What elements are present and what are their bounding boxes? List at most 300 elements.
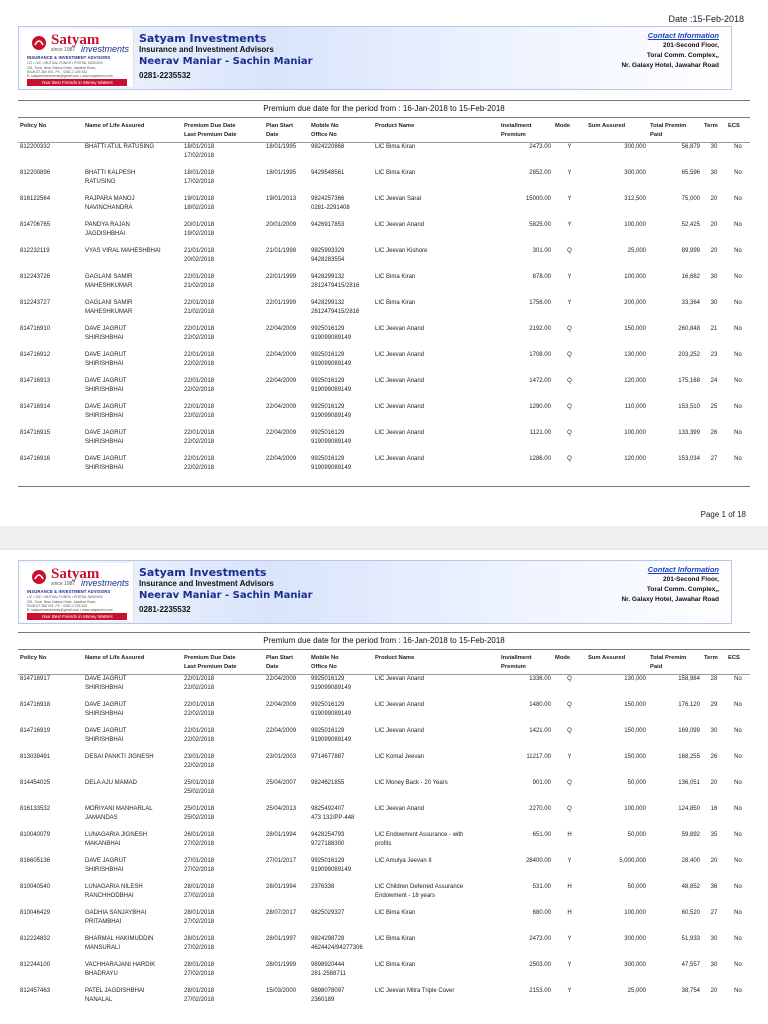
plan-start-date: 28/01/1997	[266, 936, 297, 942]
sum-assured: 150,000	[624, 754, 646, 760]
premium-dates-line-1: 25/01/2018	[184, 806, 215, 812]
total-premium-paid: 48,852	[681, 884, 700, 890]
payment-mode: Q	[567, 430, 572, 436]
logo-address-3: E: satyaminvestments@gmail.com • www.satyaminv.com	[27, 608, 113, 612]
policy-term: 16	[710, 806, 718, 812]
satyam-logo	[21, 563, 134, 621]
total-premium-paid-cell	[648, 935, 702, 961]
product-name-line-1: LIC Money Back - 20 Years	[375, 780, 448, 786]
premium-dates-line-1: 25/01/2018	[184, 780, 215, 786]
life-assured-name-cell	[83, 883, 182, 909]
life-assured-name-cell	[83, 403, 182, 429]
total-premium-paid-cell	[648, 299, 702, 325]
logo-since: since 1987	[51, 581, 76, 587]
premium-dates-line-1: 22/01/2018	[184, 326, 215, 332]
policy-term: 27	[710, 910, 718, 916]
total-premium-paid-cell	[648, 403, 702, 429]
ecs-flag: No	[734, 910, 742, 916]
policy-term-cell	[702, 455, 726, 481]
policy-number: 814716918	[20, 702, 51, 708]
life-assured-name-line-2: NAVINCHANDRA	[85, 205, 133, 211]
sum-assured: 150,000	[624, 702, 646, 708]
product-name-cell	[373, 221, 499, 247]
total-premium-paid: 175,168	[678, 378, 700, 384]
policy-number: 814716916	[20, 456, 51, 462]
table-row	[18, 987, 750, 1013]
plan-start-date-cell	[264, 831, 309, 857]
life-assured-name-line-1: GAGLANI SAMIR	[85, 300, 133, 306]
plan-start-date: 22/04/2009	[266, 352, 297, 358]
premium-dates-cell	[182, 273, 264, 299]
installment-premium: 1472.00	[529, 378, 551, 384]
payment-mode-cell	[553, 143, 586, 170]
policy-number-cell	[18, 247, 83, 273]
table-header	[18, 122, 750, 143]
contact-numbers-cell	[309, 675, 373, 702]
life-assured-name-cell	[83, 273, 182, 299]
life-assured-name-line-1: BHATTI ATUL RATUSING	[85, 144, 155, 150]
sum-assured: 150,000	[624, 326, 646, 332]
contact-numbers-line-2: 919099089149	[311, 387, 352, 393]
col-mobile-label-1: Mobile No	[311, 655, 339, 661]
plan-start-date: 22/01/1999	[266, 274, 297, 280]
life-assured-name-line-2: SHIRISHBHAI	[85, 413, 124, 419]
payment-mode: Y	[567, 754, 572, 760]
plan-start-date-cell	[264, 779, 309, 805]
plan-start-date-cell	[264, 273, 309, 299]
installment-premium-cell	[499, 299, 553, 325]
total-premium-paid-cell	[648, 857, 702, 883]
table-row	[18, 909, 750, 935]
policy-number-cell	[18, 961, 83, 987]
contact-numbers-line-1: 9925016129	[311, 858, 345, 864]
premium-dates-cell	[182, 961, 264, 987]
life-assured-name-line-1: DAVE JAGRUT	[85, 456, 127, 462]
plan-start-date-cell	[264, 883, 309, 909]
col-installment-label-1: Installment	[501, 655, 532, 661]
col-mobile-label-2: Office No	[311, 664, 337, 670]
premium-dates-line-2: 27/02/2018	[184, 919, 215, 925]
product-name-cell	[373, 377, 499, 403]
policy-term-cell	[702, 325, 726, 351]
contact-numbers-cell	[309, 169, 373, 195]
ecs-flag: No	[734, 884, 742, 890]
life-assured-name-line-1: DAVE JAGRUT	[85, 326, 127, 332]
installment-premium-cell	[499, 247, 553, 273]
total-premium-paid: 38,754	[681, 988, 700, 994]
col-plan-start-header	[264, 654, 309, 675]
life-assured-name-line-1: MORIYANI MANHARLAL	[85, 806, 153, 812]
contact-numbers-line-1: 9898920444	[311, 962, 345, 968]
col-installment-header	[499, 122, 553, 143]
sum-assured-cell	[586, 805, 648, 831]
sum-assured: 120,000	[624, 378, 646, 384]
policy-term-cell	[702, 779, 726, 805]
firm-subtitle: Insurance and Investment Advisors	[139, 579, 274, 588]
col-mobile-label-2: Office No	[311, 132, 337, 138]
policy-term: 30	[710, 936, 718, 942]
installment-premium: 2192.00	[529, 326, 551, 332]
premium-dates-cell	[182, 247, 264, 273]
contact-numbers-line-1: 9426917853	[311, 222, 345, 228]
product-name-line-1: LIC Jeevan Anand	[375, 430, 425, 436]
premium-dates-line-2: 27/02/2018	[184, 867, 215, 873]
report-date: Date :15-Feb-2018	[668, 14, 744, 24]
product-name-line-1: LIC Jeevan Kishore	[375, 248, 428, 254]
sum-assured: 300,000	[624, 170, 646, 176]
product-name-line-1: LIC Jeevan Anand	[375, 728, 425, 734]
contact-numbers-line-1: 9925016129	[311, 728, 345, 734]
product-name-cell	[373, 753, 499, 779]
life-assured-name-line-1: PANDYA RAJAN	[85, 222, 130, 228]
col-plan-start-label-2: Date	[266, 132, 279, 138]
contact-numbers-cell	[309, 857, 373, 883]
policy-term: 26	[710, 430, 718, 436]
sum-assured-cell	[586, 273, 648, 299]
life-assured-name-line-2: JAMANDAS	[85, 815, 118, 821]
policy-number: 812457463	[20, 988, 51, 994]
sum-assured-cell	[586, 857, 648, 883]
life-assured-name-line-1: VYAS VIRAL MAHESHBHAI	[85, 248, 161, 254]
policy-number-cell	[18, 403, 83, 429]
sum-assured-cell	[586, 299, 648, 325]
sum-assured: 100,000	[624, 806, 646, 812]
contact-numbers-cell	[309, 403, 373, 429]
premium-dates-line-2: 22/02/2018	[184, 737, 215, 743]
product-name-cell	[373, 325, 499, 351]
installment-premium: 5825.00	[529, 222, 551, 228]
total-premium-paid-cell	[648, 675, 702, 702]
sum-assured-cell	[586, 779, 648, 805]
col-name-header	[83, 122, 182, 143]
policy-term-cell	[702, 351, 726, 377]
product-name-cell	[373, 831, 499, 857]
life-assured-name-cell	[83, 727, 182, 753]
total-premium-paid: 28,400	[681, 858, 700, 864]
premium-dates-line-1: 28/01/2018	[184, 936, 215, 942]
product-name-cell	[373, 727, 499, 753]
policy-term: 28	[710, 676, 718, 682]
life-assured-name-cell	[83, 935, 182, 961]
col-mode-header	[553, 654, 586, 675]
life-assured-name-line-1: DAVE JAGRUT	[85, 858, 127, 864]
total-premium-paid: 89,999	[681, 248, 700, 254]
payment-mode-cell	[553, 273, 586, 299]
total-premium-paid-cell	[648, 195, 702, 221]
firm-people: Neerav Maniar - Sachin Maniar	[139, 590, 313, 601]
installment-premium: 15000.00	[525, 196, 551, 202]
contact-numbers-cell	[309, 377, 373, 403]
firm-title: Satyam Investments	[139, 32, 267, 45]
contact-numbers-line-1: 9925016129	[311, 326, 345, 332]
sum-assured-cell	[586, 247, 648, 273]
col-due-date-header	[182, 122, 264, 143]
contact-line-2: Toral Comm. Complex,,	[646, 52, 719, 59]
sum-assured-cell	[586, 351, 648, 377]
col-name-label-1: Name of Life Assured	[85, 123, 145, 129]
product-name-cell	[373, 195, 499, 221]
payment-mode: Y	[567, 274, 572, 280]
col-ecs-header	[726, 654, 750, 675]
premium-dates-cell	[182, 701, 264, 727]
contact-numbers-cell	[309, 805, 373, 831]
policy-term-cell	[702, 909, 726, 935]
ecs-flag-cell	[726, 169, 750, 195]
sum-assured: 50,000	[627, 780, 646, 786]
total-premium-paid: 153,034	[678, 456, 700, 462]
col-ecs-label-1: ECS	[728, 123, 740, 129]
policy-term: 30	[710, 728, 718, 734]
ecs-flag-cell	[726, 857, 750, 883]
sum-assured: 5,000,000	[619, 858, 646, 864]
sum-assured-cell	[586, 221, 648, 247]
premium-dates-line-1: 22/01/2018	[184, 352, 215, 358]
installment-premium: 878.00	[532, 274, 551, 280]
premium-dates-line-2: 21/02/2018	[184, 283, 215, 289]
policy-term: 36	[710, 884, 718, 890]
plan-start-date-cell	[264, 429, 309, 455]
premium-dates-line-2: 22/02/2018	[184, 465, 215, 471]
premium-dates-line-1: 28/01/2018	[184, 884, 215, 890]
installment-premium: 2270.00	[529, 806, 551, 812]
contact-line-1: 201-Second Floor,	[663, 576, 719, 583]
sum-assured: 200,000	[624, 300, 646, 306]
premium-dates-cell	[182, 935, 264, 961]
sum-assured-cell	[586, 753, 648, 779]
policy-number-cell	[18, 351, 83, 377]
table-end-rule	[18, 486, 750, 487]
ecs-flag-cell	[726, 195, 750, 221]
premium-dates-line-2: 25/02/2018	[184, 815, 215, 821]
product-name-line-1: LIC Jeevan Anand	[375, 352, 425, 358]
payment-mode-cell	[553, 455, 586, 481]
product-name-cell	[373, 143, 499, 170]
plan-start-date-cell	[264, 961, 309, 987]
premium-due-table	[18, 122, 750, 481]
contact-numbers-line-1: 9824298728	[311, 936, 345, 942]
life-assured-name-line-2: MANSURALI	[85, 945, 121, 951]
policy-term-cell	[702, 805, 726, 831]
life-assured-name-line-1: BHATTI KALPESH	[85, 170, 136, 176]
policy-number: 814716917	[20, 676, 51, 682]
policy-number-cell	[18, 377, 83, 403]
product-name-line-1: LIC Amulya Jeevan II	[375, 858, 432, 864]
product-name-cell	[373, 403, 499, 429]
total-premium-paid: 153,510	[678, 404, 700, 410]
sum-assured-cell	[586, 169, 648, 195]
table-row	[18, 805, 750, 831]
col-installment-label-2: Premium	[501, 664, 526, 670]
plan-start-date-cell	[264, 701, 309, 727]
premium-dates-cell	[182, 429, 264, 455]
premium-dates-cell	[182, 987, 264, 1013]
plan-start-date-cell	[264, 857, 309, 883]
installment-premium-cell	[499, 429, 553, 455]
total-premium-paid: 133,399	[678, 430, 700, 436]
product-name-cell	[373, 701, 499, 727]
ecs-flag-cell	[726, 805, 750, 831]
policy-term-cell	[702, 883, 726, 909]
product-name-line-1: LIC Jeevan Anand	[375, 326, 425, 332]
installment-premium-cell	[499, 701, 553, 727]
premium-dates-line-1: 28/01/2018	[184, 910, 215, 916]
product-name-cell	[373, 429, 499, 455]
total-premium-paid: 176,120	[678, 702, 700, 708]
plan-start-date: 18/01/1995	[266, 144, 297, 150]
col-term-header	[702, 122, 726, 143]
installment-premium-cell	[499, 961, 553, 987]
ecs-flag-cell	[726, 961, 750, 987]
col-sum-assured-header	[586, 654, 648, 675]
report-header	[18, 26, 732, 90]
sum-assured-cell	[586, 403, 648, 429]
plan-start-date: 28/07/2017	[266, 910, 297, 916]
premium-dates-cell	[182, 403, 264, 429]
policy-number-cell	[18, 143, 83, 170]
payment-mode: Y	[567, 962, 572, 968]
policy-term: 20	[710, 222, 718, 228]
installment-premium: 2852.00	[529, 170, 551, 176]
premium-dates-line-1: 22/01/2018	[184, 728, 215, 734]
table-row	[18, 221, 750, 247]
policy-term-cell	[702, 221, 726, 247]
col-mode-header	[553, 122, 586, 143]
plan-start-date-cell	[264, 299, 309, 325]
policy-number-cell	[18, 221, 83, 247]
installment-premium: 1756.00	[529, 300, 551, 306]
logo-address-2: RAJKOT-360 001. Ph. : 0281-2 226 532	[27, 70, 88, 74]
policy-number: 812200896	[20, 170, 51, 176]
total-premium-paid: 47,557	[681, 962, 700, 968]
ecs-flag: No	[734, 378, 742, 384]
col-total-paid-header	[648, 122, 702, 143]
contact-numbers-cell	[309, 429, 373, 455]
col-plan-start-header	[264, 122, 309, 143]
contact-numbers-line-1: 9925016129	[311, 430, 345, 436]
contact-line-3: Nr. Galaxy Hotel, Jawahar Road	[621, 596, 719, 603]
payment-mode: Q	[567, 248, 572, 254]
life-assured-name-cell	[83, 675, 182, 702]
life-assured-name-line-2: SHIRISHBHAI	[85, 737, 124, 743]
payment-mode: Y	[567, 300, 572, 306]
product-name-line-1: LIC Bima Kiran	[375, 910, 416, 916]
table-header	[18, 654, 750, 675]
table-row	[18, 247, 750, 273]
plan-start-date-cell	[264, 403, 309, 429]
policy-number-cell	[18, 857, 83, 883]
life-assured-name-cell	[83, 377, 182, 403]
col-sum-assured-label-1: Sum Assured	[588, 655, 626, 661]
ecs-flag: No	[734, 430, 742, 436]
contact-numbers-line-2: 919099089149	[311, 867, 352, 873]
total-premium-paid: 65,596	[681, 170, 700, 176]
life-assured-name-cell	[83, 325, 182, 351]
total-premium-paid: 124,850	[678, 806, 700, 812]
plan-start-date-cell	[264, 169, 309, 195]
sum-assured-cell	[586, 831, 648, 857]
installment-premium-cell	[499, 195, 553, 221]
total-premium-paid-cell	[648, 221, 702, 247]
life-assured-name-cell	[83, 143, 182, 170]
policy-term-cell	[702, 961, 726, 987]
table-row	[18, 753, 750, 779]
life-assured-name-line-2: RATUSING	[85, 179, 116, 185]
col-mode-label-1: Mode	[555, 123, 571, 129]
policy-number-cell	[18, 831, 83, 857]
premium-dates-cell	[182, 857, 264, 883]
col-policy-header	[18, 654, 83, 675]
plan-start-date-cell	[264, 143, 309, 170]
plan-start-date: 22/04/2009	[266, 378, 297, 384]
product-name-line-1: LIC Bima Kiran	[375, 936, 416, 942]
installment-premium-cell	[499, 805, 553, 831]
sum-assured: 312,500	[624, 196, 646, 202]
plan-start-date-cell	[264, 753, 309, 779]
policy-term-cell	[702, 675, 726, 702]
life-assured-name-line-1: DAVE JAGRUT	[85, 702, 127, 708]
installment-premium: 1286.00	[529, 456, 551, 462]
premium-dates-line-1: 18/01/2018	[184, 144, 215, 150]
total-premium-paid-cell	[648, 429, 702, 455]
premium-dates-line-1: 22/01/2018	[184, 702, 215, 708]
contact-numbers-line-2: 919099089149	[311, 465, 352, 471]
policy-number: 814716913	[20, 378, 51, 384]
table-row	[18, 429, 750, 455]
ecs-flag: No	[734, 702, 742, 708]
table-row	[18, 779, 750, 805]
contact-numbers-line-1: 9824257366	[311, 196, 345, 202]
ecs-flag: No	[734, 222, 742, 228]
product-name-line-1: LIC Komal Jeevan	[375, 754, 425, 760]
total-premium-paid: 75,000	[681, 196, 700, 202]
life-assured-name-line-1: DAVE JAGRUT	[85, 404, 127, 410]
policy-term: 20	[710, 988, 718, 994]
premium-dates-line-2: 27/02/2018	[184, 997, 215, 1003]
contact-numbers-line-2: 919099089149	[311, 439, 352, 445]
ecs-flag: No	[734, 300, 742, 306]
contact-numbers-line-2: 2812479415/2816	[311, 283, 360, 289]
premium-dates-line-2: 22/02/2018	[184, 711, 215, 717]
table-row	[18, 883, 750, 909]
life-assured-name-line-1: RAJPARA MANOJ	[85, 196, 135, 202]
sum-assured: 50,000	[627, 884, 646, 890]
premium-dates-line-2: 21/02/2018	[184, 309, 215, 315]
logo-address-3: E: satyaminvestments@gmail.com • www.satyaminv.com	[27, 74, 113, 78]
col-total-paid-label-2: Paid	[650, 664, 663, 670]
contact-numbers-line-2: 2360189	[311, 997, 335, 1003]
life-assured-name-cell	[83, 195, 182, 221]
payment-mode-cell	[553, 727, 586, 753]
life-assured-name-line-2: MAKANBHAI	[85, 841, 121, 847]
plan-start-date: 15/03/2000	[266, 988, 297, 994]
payment-mode: Q	[567, 806, 572, 812]
policy-term-cell	[702, 857, 726, 883]
life-assured-name-cell	[83, 169, 182, 195]
premium-dates-line-1: 22/01/2018	[184, 456, 215, 462]
payment-mode: Y	[567, 144, 572, 150]
total-premium-paid-cell	[648, 351, 702, 377]
policy-number-cell	[18, 429, 83, 455]
plan-start-date: 22/04/2009	[266, 456, 297, 462]
total-premium-paid: 169,099	[678, 728, 700, 734]
life-assured-name-line-1: DAVE JAGRUT	[85, 676, 127, 682]
policy-term-cell	[702, 195, 726, 221]
report-page-2	[0, 550, 768, 1024]
installment-premium-cell	[499, 675, 553, 702]
ecs-flag-cell	[726, 935, 750, 961]
policy-number: 814454025	[20, 780, 51, 786]
policy-term: 30	[710, 170, 718, 176]
